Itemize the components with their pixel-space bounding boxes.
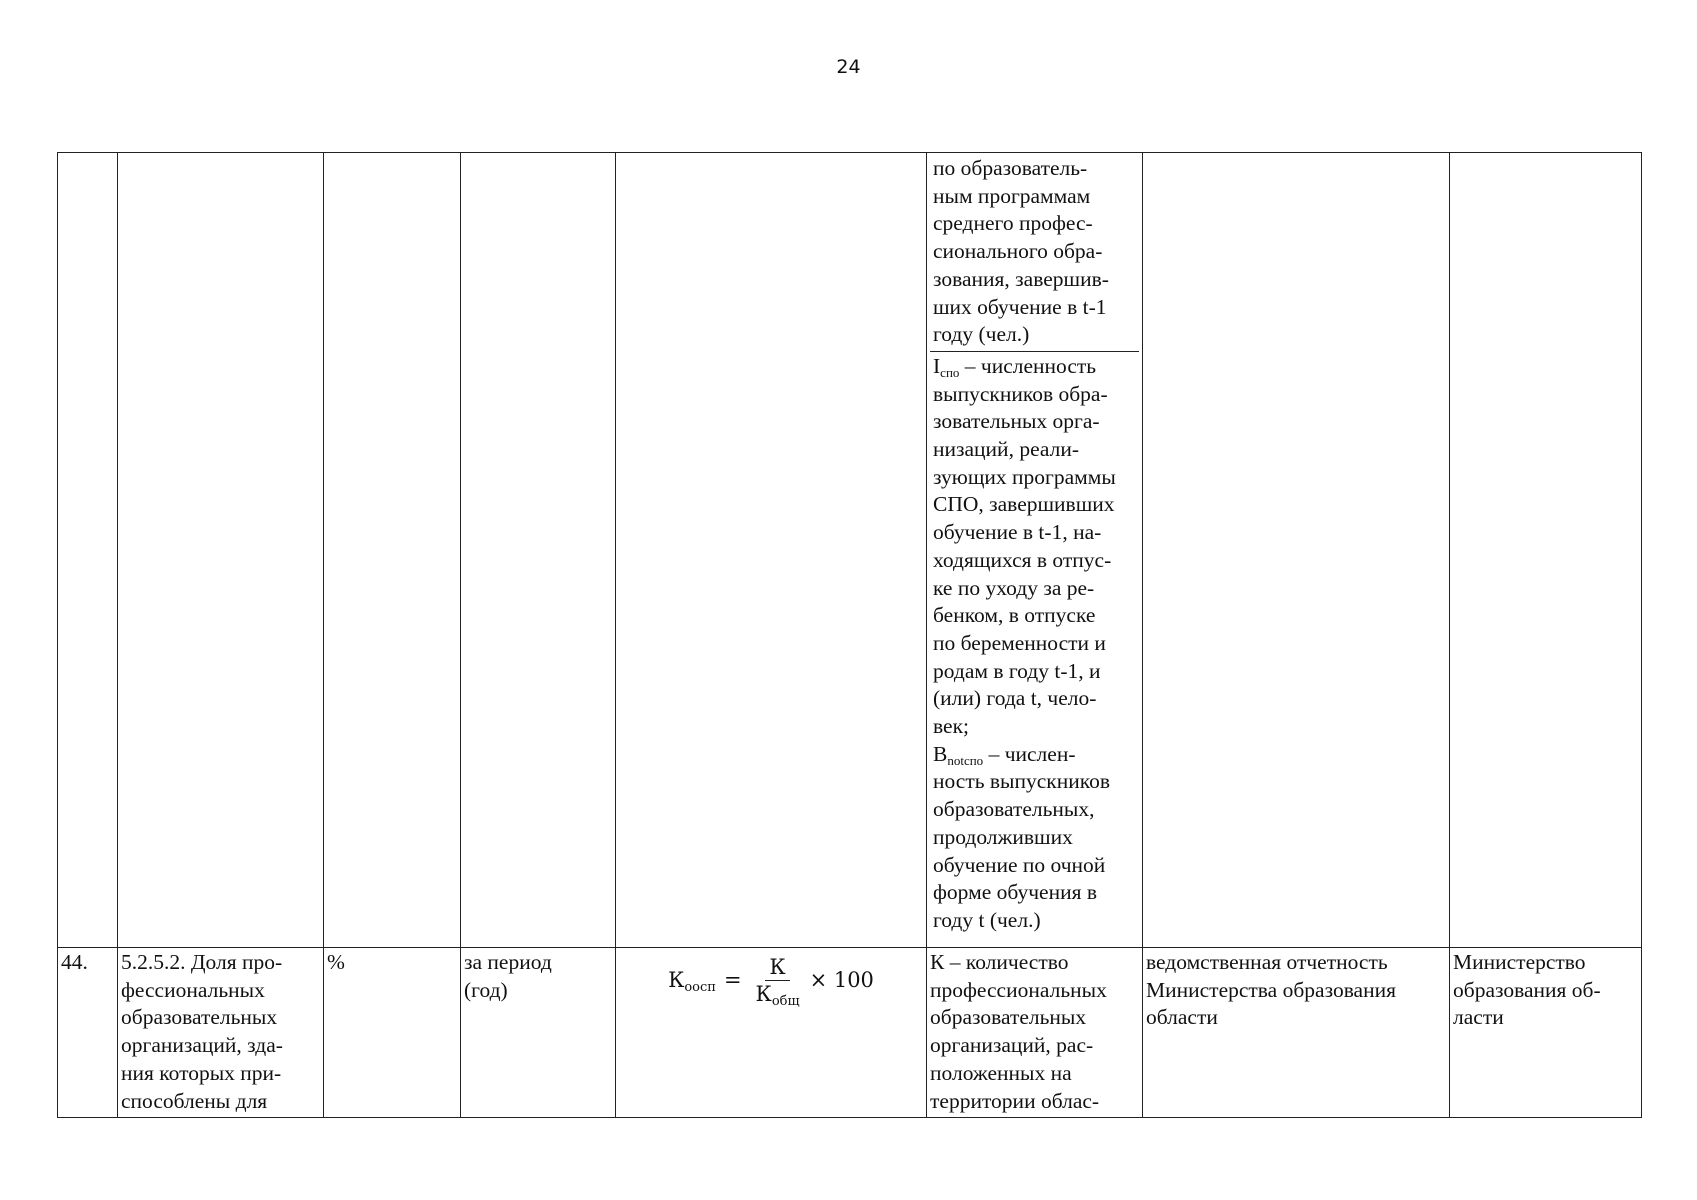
indicator-name: 5.2.5.2. Доля про- фессиональных образовательных организаций, зда- ния которых при- способлены для bbox=[118, 948, 324, 1118]
formula-fraction bbox=[752, 954, 804, 1007]
data-source: ведомственная отчетность Министерства образования области bbox=[1143, 948, 1450, 1118]
cell-source bbox=[1143, 153, 1450, 948]
cell-unit bbox=[324, 153, 461, 948]
formula-equals: = bbox=[723, 967, 742, 992]
calculation-formula bbox=[616, 948, 927, 1118]
variable-definition: – числен- ность выпускников образовательных, продолживших обучение по очной форме обучения в году t (чел.) bbox=[933, 741, 1111, 932]
formula-numerator: К bbox=[765, 954, 789, 981]
measurement-period: за период (год) bbox=[461, 948, 616, 1118]
variable-subscript: спо bbox=[940, 364, 960, 380]
indicator-table bbox=[57, 152, 1642, 1118]
variable-description: К – количество профессиональных образовательных организаций, рас- положенных на территории облас- bbox=[927, 948, 1143, 1118]
variable-definition: – численность выпускников обра- зовательных орга- низаций, реали- зующих программы СПО, завершивших обучение в t-1, на- ходящихся в отпус- ке по уходу за ре- бенком, в отпуске по беременности и родам в году t-1, и (или) года t, чело- век; bbox=[933, 353, 1116, 739]
variable-subscript: notcпо bbox=[947, 752, 984, 768]
formula-denominator: $К_{общ}$ bbox=[755, 982, 800, 1009]
formula-lhs: $К_{оосп}$ bbox=[668, 967, 716, 995]
cell-period bbox=[461, 153, 616, 948]
page-number: 24 bbox=[836, 56, 861, 78]
cell-description bbox=[927, 153, 1143, 948]
variable-symbol: В bbox=[933, 741, 948, 766]
cell-indicator bbox=[118, 153, 324, 948]
responsible-body: Министерство образования об- ласти bbox=[1450, 948, 1642, 1118]
table-row bbox=[58, 948, 1642, 1118]
formula bbox=[668, 954, 874, 1007]
cell-number bbox=[58, 153, 118, 948]
description-block bbox=[930, 351, 1139, 937]
cell-responsible bbox=[1450, 153, 1642, 948]
cell-formula bbox=[616, 153, 927, 948]
formula-multiplier: × 100 bbox=[809, 967, 874, 992]
variable-symbol: I bbox=[933, 353, 941, 378]
description-block: по образователь- ным программам среднего профес- сионального обра- зования, завершив- ших обучение в t-1 году (чел.) bbox=[933, 156, 1109, 347]
row-number: 44. bbox=[58, 948, 118, 1118]
table-row-continued bbox=[58, 153, 1642, 948]
unit-of-measure: % bbox=[324, 948, 461, 1118]
